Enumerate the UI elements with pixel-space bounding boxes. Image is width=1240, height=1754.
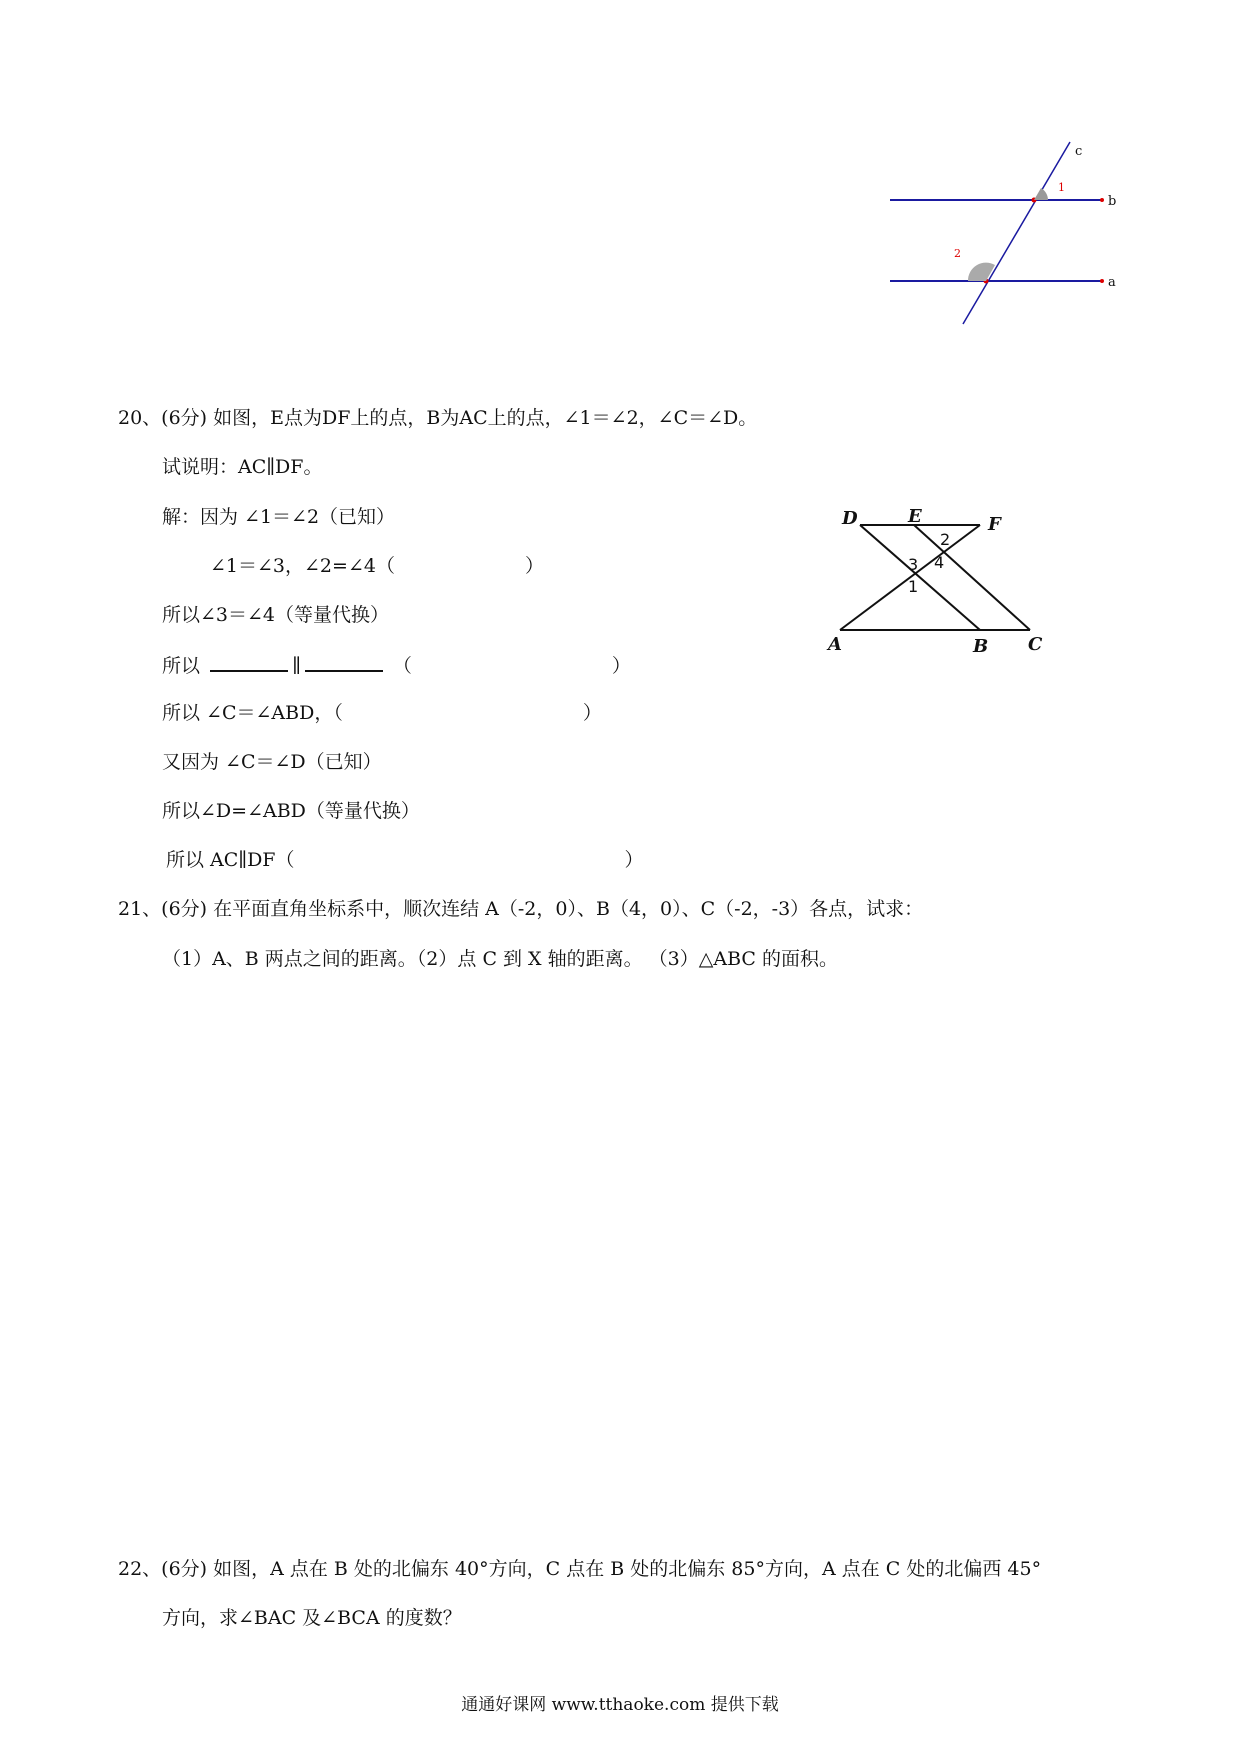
label-angle-1: 1 bbox=[1058, 181, 1065, 194]
label-b: b bbox=[1108, 194, 1117, 209]
angle-1-arc bbox=[1034, 188, 1048, 200]
line-c bbox=[963, 142, 1070, 324]
parallel-lines-figure bbox=[880, 140, 1120, 330]
q20-step-8-text: 所以 AC∥DF（ bbox=[166, 849, 295, 871]
label-B: B bbox=[973, 636, 989, 657]
q21-parts: （1）A、B 两点之间的距离。（2）点 C 到 X 轴的距离。 （3）△ABC 的面积。 bbox=[162, 948, 838, 970]
q20-step-4-close: ） bbox=[611, 655, 631, 677]
q21-stem: 21、(6分) 在平面直角坐标系中，顺次连结 A（-2，0）、B（4，0）、C（-2，-3）各点，试求： bbox=[118, 898, 924, 920]
label-angle-2: 2 bbox=[954, 247, 961, 260]
footer: 通通好课网 www.tthaoke.com 提供下载 bbox=[461, 1695, 779, 1715]
q20-step-4-open: （ bbox=[392, 655, 412, 677]
label-F: F bbox=[988, 514, 1001, 535]
q22-line-1: 22、(6分) 如图，A 点在 B 处的北偏东 40°方向，C 点在 B 处的北偏东 85°方向，A 点在 C 处的北偏西 45° bbox=[118, 1558, 1042, 1580]
label-A: A bbox=[828, 634, 842, 655]
blank-1[interactable] bbox=[210, 652, 288, 672]
triangle-figure bbox=[818, 500, 1068, 660]
q20-step-5-close: ） bbox=[582, 702, 602, 724]
label-E: E bbox=[908, 506, 922, 527]
q20-step-4-parallel: ∥ bbox=[292, 655, 301, 677]
q20-step-8-close: ） bbox=[624, 849, 644, 871]
q20-stem: 20、(6分) 如图，E点为DF上的点，B为AC上的点，∠1＝∠2，∠C＝∠D。 bbox=[118, 407, 758, 429]
label-angle-1: 1 bbox=[908, 577, 919, 596]
q20-step-5-text: 所以 ∠C＝∠ABD，（ bbox=[162, 702, 343, 724]
angle-2-arc bbox=[968, 263, 995, 281]
q20-step-4 bbox=[162, 652, 631, 678]
q20-step-3: 所以∠3＝∠4（等量代换） bbox=[162, 604, 390, 626]
label-a: a bbox=[1108, 275, 1116, 290]
q20-step-1: 解：因为 ∠1＝∠2（已知） bbox=[162, 506, 396, 528]
q20-step-2 bbox=[210, 554, 544, 578]
label-C: C bbox=[1028, 634, 1043, 655]
blank-2[interactable] bbox=[305, 652, 383, 672]
q20-step-7: 所以∠D=∠ABD（等量代换） bbox=[162, 800, 420, 822]
label-D: D bbox=[842, 508, 858, 529]
q20-step-2-text: ∠1＝∠3，∠2=∠4（ bbox=[210, 555, 395, 577]
label-c: c bbox=[1075, 144, 1083, 159]
label-angle-3: 3 bbox=[908, 555, 919, 574]
q20-step-4-prefix: 所以 bbox=[162, 655, 201, 677]
q20-step-8 bbox=[166, 848, 644, 872]
q20-step-6: 又因为 ∠C＝∠D（已知） bbox=[162, 751, 382, 773]
q20-prompt: 试说明：AC∥DF。 bbox=[162, 456, 323, 478]
label-angle-4: 4 bbox=[934, 553, 945, 572]
label-angle-2: 2 bbox=[940, 530, 951, 549]
q20-step-5 bbox=[162, 701, 602, 725]
q22-line-2: 方向，求∠BAC 及∠BCA 的度数？ bbox=[162, 1607, 462, 1629]
q20-step-2-close: ） bbox=[524, 555, 544, 577]
